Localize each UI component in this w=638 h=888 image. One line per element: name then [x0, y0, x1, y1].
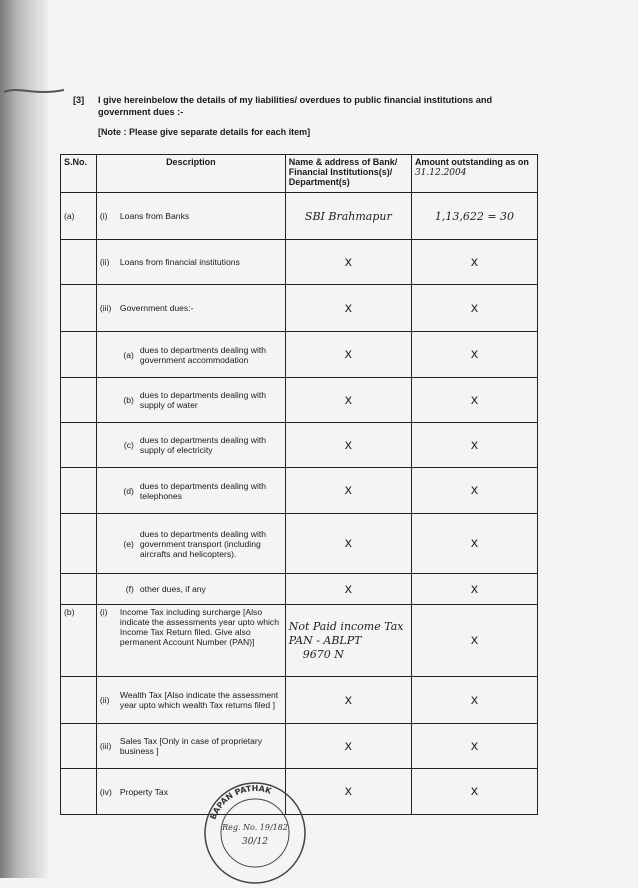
- liabilities-table: [60, 154, 538, 815]
- row-description: [96, 240, 285, 285]
- table-row: [61, 193, 538, 240]
- sub-letter: (e): [123, 538, 134, 549]
- row-description-text: Property Tax: [119, 786, 168, 797]
- income-tax-note: [285, 605, 411, 677]
- pan-line-1: PAN - ABLPT: [288, 633, 362, 647]
- cross-mark: x: [285, 240, 411, 285]
- row-description: [96, 605, 285, 677]
- table-header-row: [61, 155, 538, 193]
- row-description-text: dues to departments dealing with telephones: [139, 480, 267, 501]
- table-row: [61, 423, 538, 468]
- cross-mark: x: [285, 468, 411, 514]
- row-description: [96, 332, 285, 378]
- row-description-text: other dues, if any: [139, 584, 206, 594]
- cross-mark: x: [411, 769, 537, 815]
- binding-shadow: [0, 0, 48, 878]
- cross-mark: x: [285, 423, 411, 468]
- item-number: [3]: [73, 95, 85, 105]
- cross-mark: x: [285, 574, 411, 605]
- bank-name: SBI Brahmapur: [285, 193, 411, 240]
- sub-letter: (c): [123, 440, 134, 450]
- row-number: (ii): [99, 695, 110, 705]
- cross-mark: x: [285, 724, 411, 769]
- cross-mark: x: [411, 332, 537, 378]
- income-tax-status: Not Paid income Tax: [288, 619, 404, 633]
- row-description-text: dues to departments dealing with supply of water: [139, 390, 267, 410]
- row-description-text: Government dues:-: [119, 303, 194, 313]
- row-description: [96, 677, 285, 724]
- cross-mark: x: [285, 677, 411, 724]
- table-row: [61, 724, 538, 769]
- amount-outstanding: 1,13,622 = 30: [411, 193, 537, 240]
- header-amount: [411, 155, 537, 193]
- row-letter-a: (a): [61, 193, 97, 240]
- row-number: (iii): [99, 741, 112, 751]
- stamp-date: 30/12: [242, 837, 268, 847]
- row-description: [96, 724, 285, 769]
- header-sno: S.No.: [61, 155, 97, 193]
- cross-mark: x: [411, 605, 537, 677]
- cross-mark: x: [285, 769, 411, 815]
- cross-mark: x: [411, 724, 537, 769]
- intro-text: I give hereinbelow the details of my liabilities/ overdues to public financial institutions and government dues :-: [98, 95, 493, 117]
- row-description: [96, 193, 285, 240]
- row-description: [96, 423, 285, 468]
- header-amount-date: 31.12.2004: [414, 168, 467, 178]
- table-row: [61, 240, 538, 285]
- header-description: Description: [96, 155, 285, 193]
- row-description-text: dues to departments dealing with government accommodation: [139, 344, 267, 365]
- notary-stamp: [200, 778, 310, 888]
- cross-mark: x: [411, 285, 537, 332]
- sub-letter: (d): [123, 485, 134, 496]
- table-row: [61, 605, 538, 677]
- row-description: [96, 574, 285, 605]
- row-description-text: Loans from Banks: [119, 211, 190, 221]
- row-description-text: dues to departments dealing with government transport (including aircrafts and helicopters).: [139, 528, 267, 559]
- cross-mark: x: [285, 378, 411, 423]
- row-number: (iii): [99, 303, 112, 313]
- cross-mark: x: [285, 332, 411, 378]
- row-description: [96, 285, 285, 332]
- row-description-text: Loans from financial institutions: [119, 257, 240, 267]
- row-description: [96, 378, 285, 423]
- table-row: [61, 574, 538, 605]
- sub-letter: (a): [123, 349, 134, 360]
- row-number: (ii): [99, 257, 110, 267]
- table-row: [61, 285, 538, 332]
- row-letter-b: (b): [61, 605, 97, 677]
- stamp-ring-text: BAPAN PATHAK: [208, 783, 273, 821]
- row-number: (i): [99, 211, 108, 221]
- row-number: (iv): [99, 786, 112, 797]
- row-number: (i): [99, 607, 108, 617]
- row-description: [96, 514, 285, 574]
- stamp-reg-no: Reg. No. 19/182: [222, 823, 288, 832]
- pan-line-2: 9670 N: [302, 647, 344, 661]
- cross-mark: x: [411, 677, 537, 724]
- row-description-text: dues to departments dealing with supply of electricity: [139, 435, 267, 455]
- cross-mark: x: [285, 285, 411, 332]
- row-description-text: Income Tax including surcharge [Also indicate the assessments year upto which Income Tax Return filed. Give also permanent Account Number (PAN)]: [119, 607, 279, 647]
- header-amount-label: Amount outstanding as on: [414, 157, 529, 167]
- note-text: [Note : Please give separate details for each item]: [98, 127, 311, 137]
- sub-letter: (b): [123, 395, 134, 405]
- row-description-text: Wealth Tax [Also indicate the assessment year upto which wealth Tax returns filed ]: [119, 690, 279, 710]
- table-row: [61, 514, 538, 574]
- header-name-address: Name & address of Bank/ Financial Institutions(s)/ Department(s): [285, 155, 411, 193]
- binder-string: [4, 84, 64, 98]
- cross-mark: x: [411, 468, 537, 514]
- table-row: [61, 677, 538, 724]
- cross-mark: x: [285, 514, 411, 574]
- cross-mark: x: [411, 514, 537, 574]
- row-description-text: Sales Tax [Only in case of proprietary business ]: [119, 736, 263, 756]
- cross-mark: x: [411, 378, 537, 423]
- cross-mark: x: [411, 423, 537, 468]
- table-row: [61, 468, 538, 514]
- cross-mark: x: [411, 574, 537, 605]
- table-row: [61, 332, 538, 378]
- cross-mark: x: [411, 240, 537, 285]
- table-row: [61, 378, 538, 423]
- sub-letter: (f): [125, 584, 134, 594]
- row-description: [96, 468, 285, 514]
